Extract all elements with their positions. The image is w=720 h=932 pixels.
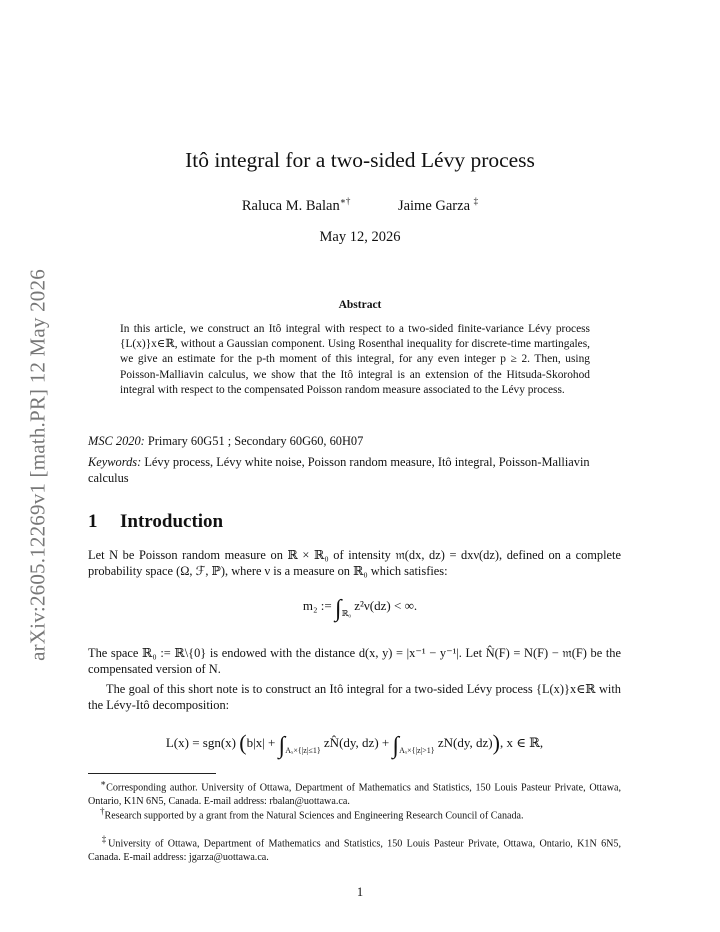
footnote-rule bbox=[88, 773, 216, 774]
integral-domain: Aₓ×{|z|≤1} bbox=[285, 746, 321, 755]
paren-open: ( bbox=[239, 730, 247, 755]
paragraph: The space ℝ₀ := ℝ\{0} is endowed with the distance d(x, y) = |x⁻¹ − y⁻¹|. Let N̂(F) = N(F) − 𝔪(F) be the compensated version of N. bbox=[88, 646, 621, 676]
integral-sign: ∫ bbox=[278, 733, 286, 759]
footnote-mark: ∗ bbox=[100, 778, 107, 788]
integral-domain: ℝ₀ bbox=[341, 609, 352, 618]
footnote-text: Research supported by a grant from the Natural Sciences and Engineering Research Council of Canada. bbox=[104, 810, 524, 822]
section-heading bbox=[88, 511, 223, 533]
paragraph: Let N be Poisson random measure on ℝ × ℝ₀ of intensity 𝔪(dx, dz) = dxν(dz), defined on a complete probability space (Ω, ℱ, ℙ), where ν is a measure on ℝ₀ which satisfies: bbox=[88, 548, 621, 578]
equation bbox=[0, 596, 720, 623]
abstract-text: In this article, we construct an Itô integral with respect to a two-sided finite-variance Lévy process {L(x)}x∈ℝ, without a Gaussian component. Using Rosenthal inequality for discrete-time martingales, we give an estimate for the p-th moment of this integral, for any even integer p ≥ 2. Then, using Poisson-Malliavin calculus, we show that the Itô integral is an extension of the Hitsuda-Skorohod integral with respect to the compensated Poisson random measure associated to the Lévy process. bbox=[120, 323, 590, 396]
author-name: Jaime Garza bbox=[397, 197, 471, 214]
paper-title: Itô integral for a two-sided Lévy process bbox=[185, 148, 535, 172]
msc-codes: Primary 60G51 ; Secondary 60G60, 60H07 bbox=[144, 434, 364, 448]
paper-date: May 12, 2026 bbox=[319, 229, 401, 245]
section-title: Introduction bbox=[120, 511, 224, 532]
arxiv-identifier: arXiv:2605.12269v1 [math.PR] 12 May 2026 bbox=[25, 269, 50, 661]
msc-label: MSC 2020: bbox=[88, 434, 145, 448]
footnote-text: Corresponding author. University of Ottawa, Department of Mathematics and Statistics, 150 Louis Pasteur Private, Ottawa, Ontario, K1N 6N5, Canada. E-mail address: rbalan@uottawa.ca. bbox=[88, 782, 621, 807]
footnote bbox=[88, 833, 621, 865]
integral-sign: ∫ bbox=[335, 596, 342, 622]
footnote bbox=[88, 805, 621, 823]
author-name: Raluca M. Balan bbox=[241, 197, 340, 214]
page-number: 1 bbox=[356, 885, 364, 899]
author-footnote-marks: ∗† bbox=[339, 196, 351, 206]
abstract-heading: Abstract bbox=[338, 299, 382, 311]
paren-close: ) bbox=[492, 730, 500, 755]
footnote-text: University of Ottawa, Department of Mathematics and Statistics, 150 Louis Pasteur Private, Ottawa, Ontario, K1N 6N5, Canada. E-mail address: jgarza@uottawa.ca. bbox=[88, 838, 622, 863]
equation-part: zN(dy, dz) bbox=[434, 735, 493, 750]
equation-lhs: m₂ := bbox=[302, 598, 335, 613]
paragraph: The goal of this short note is to construct an Itô integral for a two-sided Lévy process {L(x)}x∈ℝ with the Lévy-Itô decomposition: bbox=[88, 682, 621, 712]
author-footnote-marks: ‡ bbox=[473, 196, 479, 206]
equation-part: L(x) = sgn(x) bbox=[165, 735, 240, 750]
msc-classification bbox=[88, 433, 621, 449]
integral-sign: ∫ bbox=[392, 733, 400, 759]
equation bbox=[88, 730, 621, 760]
keywords-label: Keywords: bbox=[88, 455, 142, 469]
footnote-mark: † bbox=[100, 806, 105, 816]
author-line bbox=[0, 196, 720, 215]
keywords bbox=[88, 454, 621, 486]
footnote-mark: ‡ bbox=[100, 834, 109, 844]
equation-part: zN̂(dy, dz) + bbox=[320, 735, 393, 750]
keywords-list: Lévy process, Lévy white noise, Poisson random measure, Itô integral, Poisson-Malliavin calculus bbox=[88, 455, 590, 485]
equation-rhs: z²ν(dz) < ∞. bbox=[351, 598, 418, 613]
equation-part: b|x| + bbox=[246, 735, 279, 750]
integral-domain: Aₓ×{|z|>1} bbox=[399, 746, 435, 755]
equation-part: , x ∈ ℝ, bbox=[499, 735, 544, 750]
section-number: 1 bbox=[88, 511, 98, 532]
footnote bbox=[88, 777, 621, 809]
